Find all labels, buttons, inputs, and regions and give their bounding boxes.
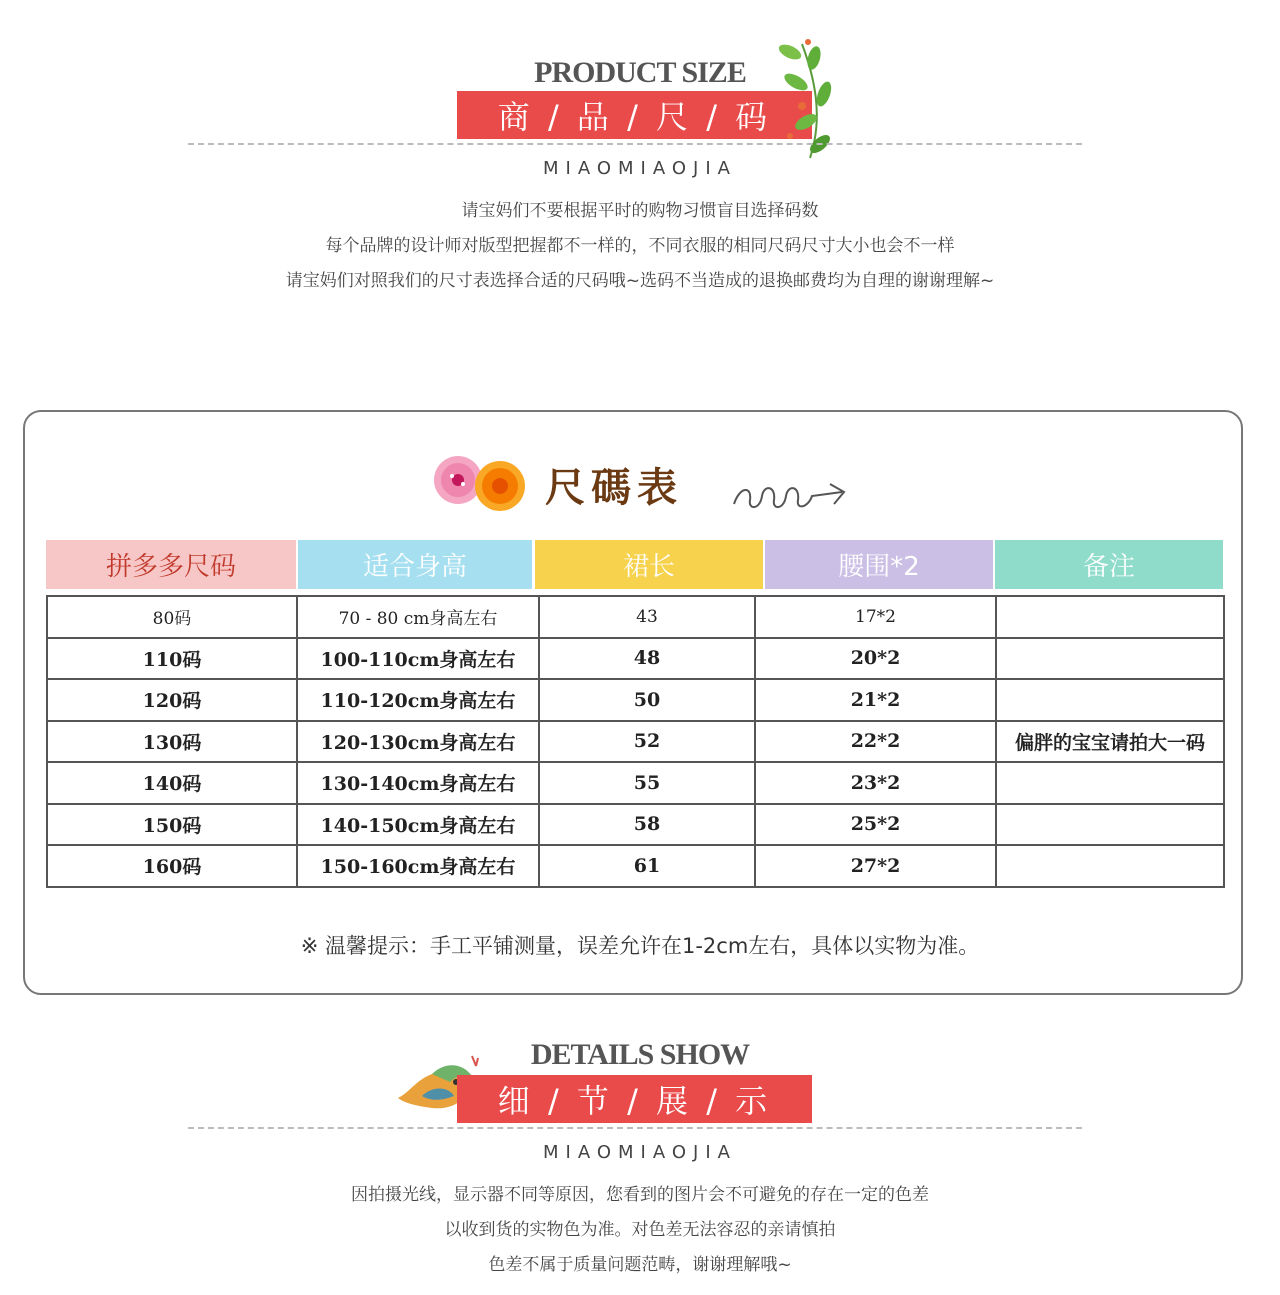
notice-line-3: 请宝妈们对照我们的尺寸表选择合适的尺码哦~选码不当造成的退换邮费均为自理的谢谢理解~ <box>285 271 995 291</box>
table-row <box>47 845 1224 887</box>
height-cell: 130-140cm身高左右 <box>297 762 539 804</box>
header-size: 拼多多尺码 <box>46 540 296 589</box>
brand-name: MIAOMIAOJIA <box>543 1142 737 1163</box>
header-height: 适合身高 <box>298 540 532 589</box>
skirt-length-cell: 55 <box>539 762 755 804</box>
table-row <box>47 721 1224 763</box>
skirt-length-cell: 48 <box>539 638 755 680</box>
divider <box>188 1127 1082 1129</box>
size-chart-title: 尺碼表 <box>545 464 683 511</box>
waist-cell: 27*2 <box>755 845 996 887</box>
header-waist: 腰围*2 <box>765 540 993 589</box>
size-cell: 150码 <box>47 804 297 846</box>
header-skirt-length: 裙长 <box>535 540 763 589</box>
header-remark: 备注 <box>995 540 1223 589</box>
table-row <box>47 679 1224 721</box>
waist-cell: 17*2 <box>755 596 996 638</box>
flowers-icon <box>430 450 530 514</box>
height-cell: 140-150cm身高左右 <box>297 804 539 846</box>
size-cell: 120码 <box>47 679 297 721</box>
notice-line-1: 请宝妈们不要根据平时的购物习惯盲目选择码数 <box>461 201 819 221</box>
table-row <box>47 804 1224 846</box>
color-notice-line-2: 以收到货的实物色为准。对色差无法容忍的亲请慎拍 <box>444 1220 836 1240</box>
waist-cell: 20*2 <box>755 638 996 680</box>
table-row <box>47 596 1224 638</box>
size-cell: 130码 <box>47 721 297 763</box>
remark-cell <box>996 845 1224 887</box>
remark-cell <box>996 762 1224 804</box>
color-notice-line-1: 因拍摄光线，显示器不同等原因，您看到的图片会不可避免的存在一定的色差 <box>351 1185 929 1205</box>
remark-cell <box>996 596 1224 638</box>
measurement-tip: ※ 温馨提示：手工平铺测量，误差允许在1-2cm左右，具体以实物为准。 <box>300 934 980 958</box>
product-size-banner: 商 / 品 / 尺 / 码 <box>457 91 812 139</box>
waist-cell: 25*2 <box>755 804 996 846</box>
swirl-arrow-icon <box>730 478 850 514</box>
divider <box>188 143 1082 145</box>
size-cell: 160码 <box>47 845 297 887</box>
height-cell: 100-110cm身高左右 <box>297 638 539 680</box>
table-row <box>47 638 1224 680</box>
skirt-length-cell: 43 <box>539 596 755 638</box>
skirt-length-cell: 52 <box>539 721 755 763</box>
height-cell: 70 - 80 cm身高左右 <box>297 596 539 638</box>
remark-cell: 偏胖的宝宝请拍大一码 <box>996 721 1224 763</box>
waist-cell: 23*2 <box>755 762 996 804</box>
height-cell: 110-120cm身高左右 <box>297 679 539 721</box>
height-cell: 150-160cm身高左右 <box>297 845 539 887</box>
product-size-title: PRODUCT SIZE <box>534 56 746 89</box>
waist-cell: 22*2 <box>755 721 996 763</box>
size-table <box>46 595 1225 888</box>
size-cell: 80码 <box>47 596 297 638</box>
waist-cell: 21*2 <box>755 679 996 721</box>
skirt-length-cell: 50 <box>539 679 755 721</box>
skirt-length-cell: 58 <box>539 804 755 846</box>
remark-cell <box>996 679 1224 721</box>
skirt-length-cell: 61 <box>539 845 755 887</box>
color-notice-line-3: 色差不属于质量问题范畴，谢谢理解哦~ <box>488 1255 792 1275</box>
details-show-title: DETAILS SHOW <box>530 1038 750 1071</box>
height-cell: 120-130cm身高左右 <box>297 721 539 763</box>
notice-line-2: 每个品牌的设计师对版型把握都不一样的，不同衣服的相同尺码尺寸大小也会不一样 <box>325 236 955 256</box>
size-cell: 140码 <box>47 762 297 804</box>
size-cell: 110码 <box>47 638 297 680</box>
remark-cell <box>996 638 1224 680</box>
table-row <box>47 762 1224 804</box>
details-show-banner: 细 / 节 / 展 / 示 <box>457 1075 812 1123</box>
remark-cell <box>996 804 1224 846</box>
brand-name: MIAOMIAOJIA <box>543 158 737 179</box>
